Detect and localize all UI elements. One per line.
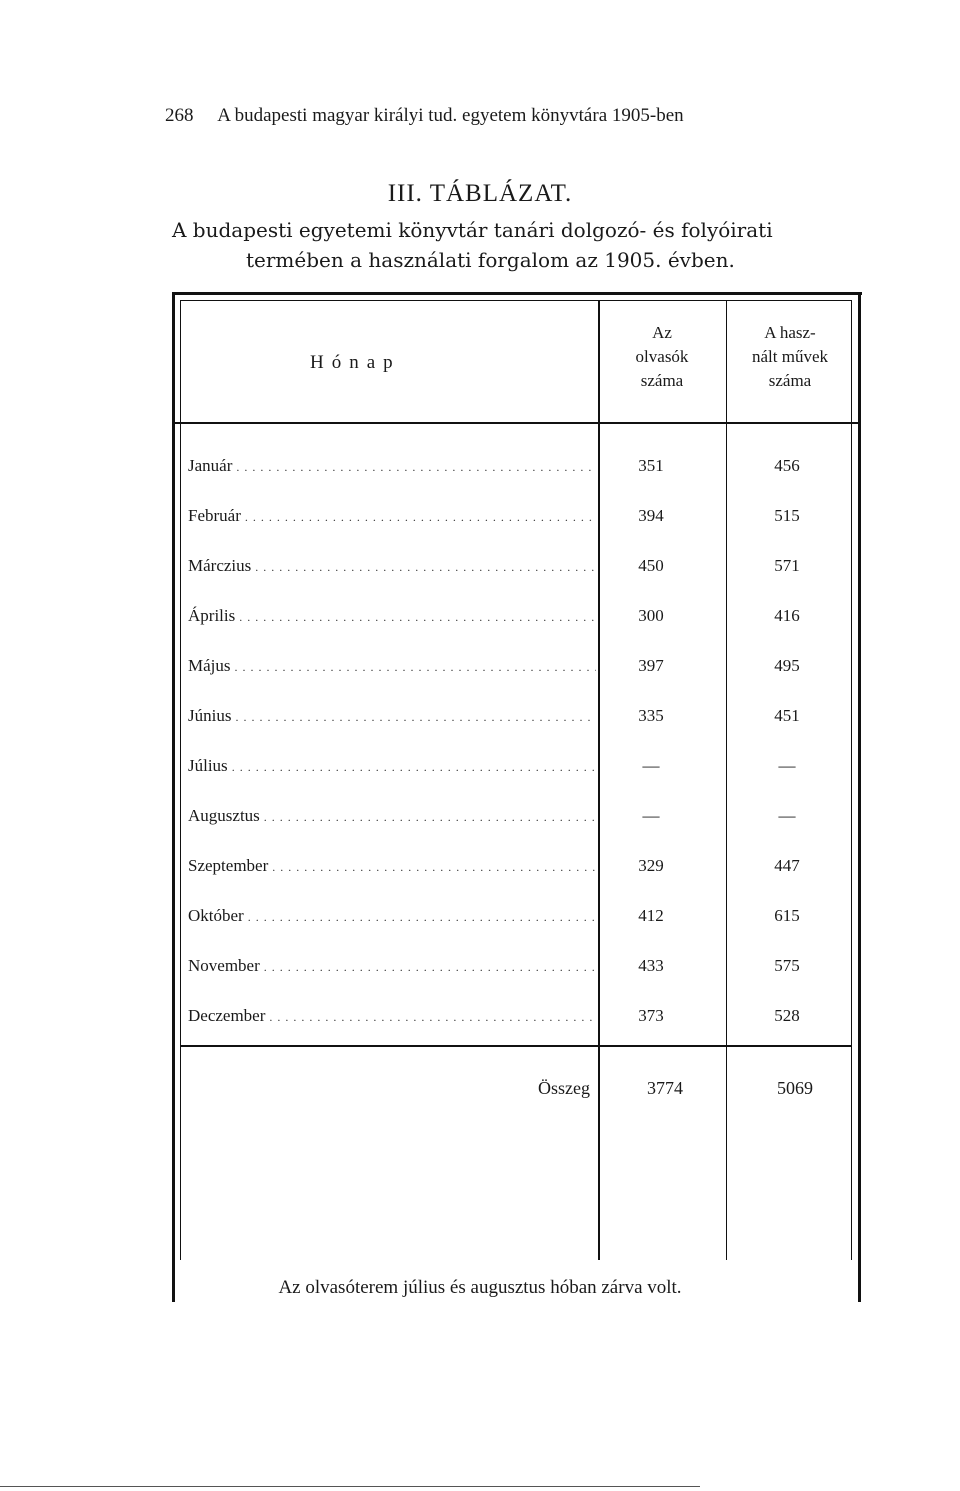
header-works-line-3: száma: [768, 371, 812, 390]
row-readers: —: [642, 806, 660, 825]
row-readers: —: [642, 756, 660, 775]
table-top-rule: [172, 292, 862, 295]
header-works-line-2: nált művek: [751, 347, 828, 366]
row-month: Május . . .: [188, 656, 596, 676]
row-works: —: [778, 756, 796, 775]
row-readers: 329: [638, 856, 664, 875]
table-row: [188, 506, 818, 536]
row-works: 528: [774, 1006, 800, 1025]
row-readers: 351: [638, 456, 664, 475]
subtitle-line-1: A budapesti egyetemi könyvtár tanári dolgozó- és folyóirati: [172, 218, 773, 242]
table-row: [188, 856, 818, 886]
total-readers: 3774: [647, 1078, 683, 1098]
running-head: [165, 105, 684, 127]
total-label: Összeg: [538, 1078, 590, 1098]
row-works: 456: [774, 456, 800, 475]
table-right-rule: [858, 292, 861, 1302]
header-readers-line-1: Az: [652, 323, 672, 342]
row-month: Márczius . . .: [188, 556, 596, 576]
table-right-rule-inner: [851, 300, 852, 1260]
table-row: [188, 456, 818, 486]
row-month: Január . . .: [188, 456, 596, 476]
row-month: November . . .: [188, 956, 596, 976]
row-readers: 300: [638, 606, 664, 625]
row-readers: 433: [638, 956, 664, 975]
row-works: 515: [774, 506, 800, 525]
row-month: Július . . .: [188, 756, 596, 776]
table-row: [188, 806, 818, 836]
table-row: [188, 556, 818, 586]
total-works: 5069: [777, 1078, 813, 1098]
total-separator: [180, 1045, 852, 1047]
row-works: 495: [774, 656, 800, 675]
page-number: 268: [165, 105, 194, 126]
row-works: 451: [774, 706, 800, 725]
table-left-rule: [172, 292, 175, 1302]
header-month: Hónap: [310, 352, 401, 373]
table-row: [188, 956, 818, 986]
row-readers: 373: [638, 1006, 664, 1025]
row-readers: 450: [638, 556, 664, 575]
row-readers: 412: [638, 906, 664, 925]
row-month: Június . . .: [188, 706, 596, 726]
row-month: Augusztus . . .: [188, 806, 596, 826]
table-left-rule-inner: [180, 300, 181, 1260]
row-month: Február . . .: [188, 506, 596, 526]
row-readers: 397: [638, 656, 664, 675]
table-row: [188, 656, 818, 686]
header-readers-line-2: olvasók: [635, 347, 689, 366]
row-month: Április . . .: [188, 606, 596, 626]
header-works: [730, 321, 850, 393]
row-works: 447: [774, 856, 800, 875]
table-row: [188, 706, 818, 736]
row-works: 416: [774, 606, 800, 625]
table-title: III. TÁBLÁZAT.: [387, 180, 573, 207]
header-readers-line-3: száma: [640, 371, 684, 390]
row-readers: 335: [638, 706, 664, 725]
footnote: Az olvasóterem július és augusztus hóban zárva volt.: [278, 1277, 682, 1298]
row-month: Október . . .: [188, 906, 596, 926]
table-row: [188, 1006, 818, 1036]
header-separator: [175, 422, 858, 424]
table-row: [188, 906, 818, 936]
table-top-rule-inner: [180, 300, 852, 301]
row-month: Szeptember . . .: [188, 856, 596, 876]
bottom-edge-rule: [0, 1486, 700, 1487]
subtitle-line-2: termében a használati forgalom az 1905. évben.: [246, 248, 735, 272]
row-works: 575: [774, 956, 800, 975]
row-readers: 394: [638, 506, 664, 525]
header-works-line-1: A hasz-: [764, 323, 816, 342]
row-works: 615: [774, 906, 800, 925]
table-row: [188, 756, 818, 786]
row-month: Deczember . . .: [188, 1006, 596, 1026]
running-title: A budapesti magyar királyi tud. egyetem könyvtára 1905-ben: [217, 105, 684, 126]
row-works: 571: [774, 556, 800, 575]
table-row: [188, 606, 818, 636]
header-readers: [604, 321, 720, 393]
row-works: —: [778, 806, 796, 825]
